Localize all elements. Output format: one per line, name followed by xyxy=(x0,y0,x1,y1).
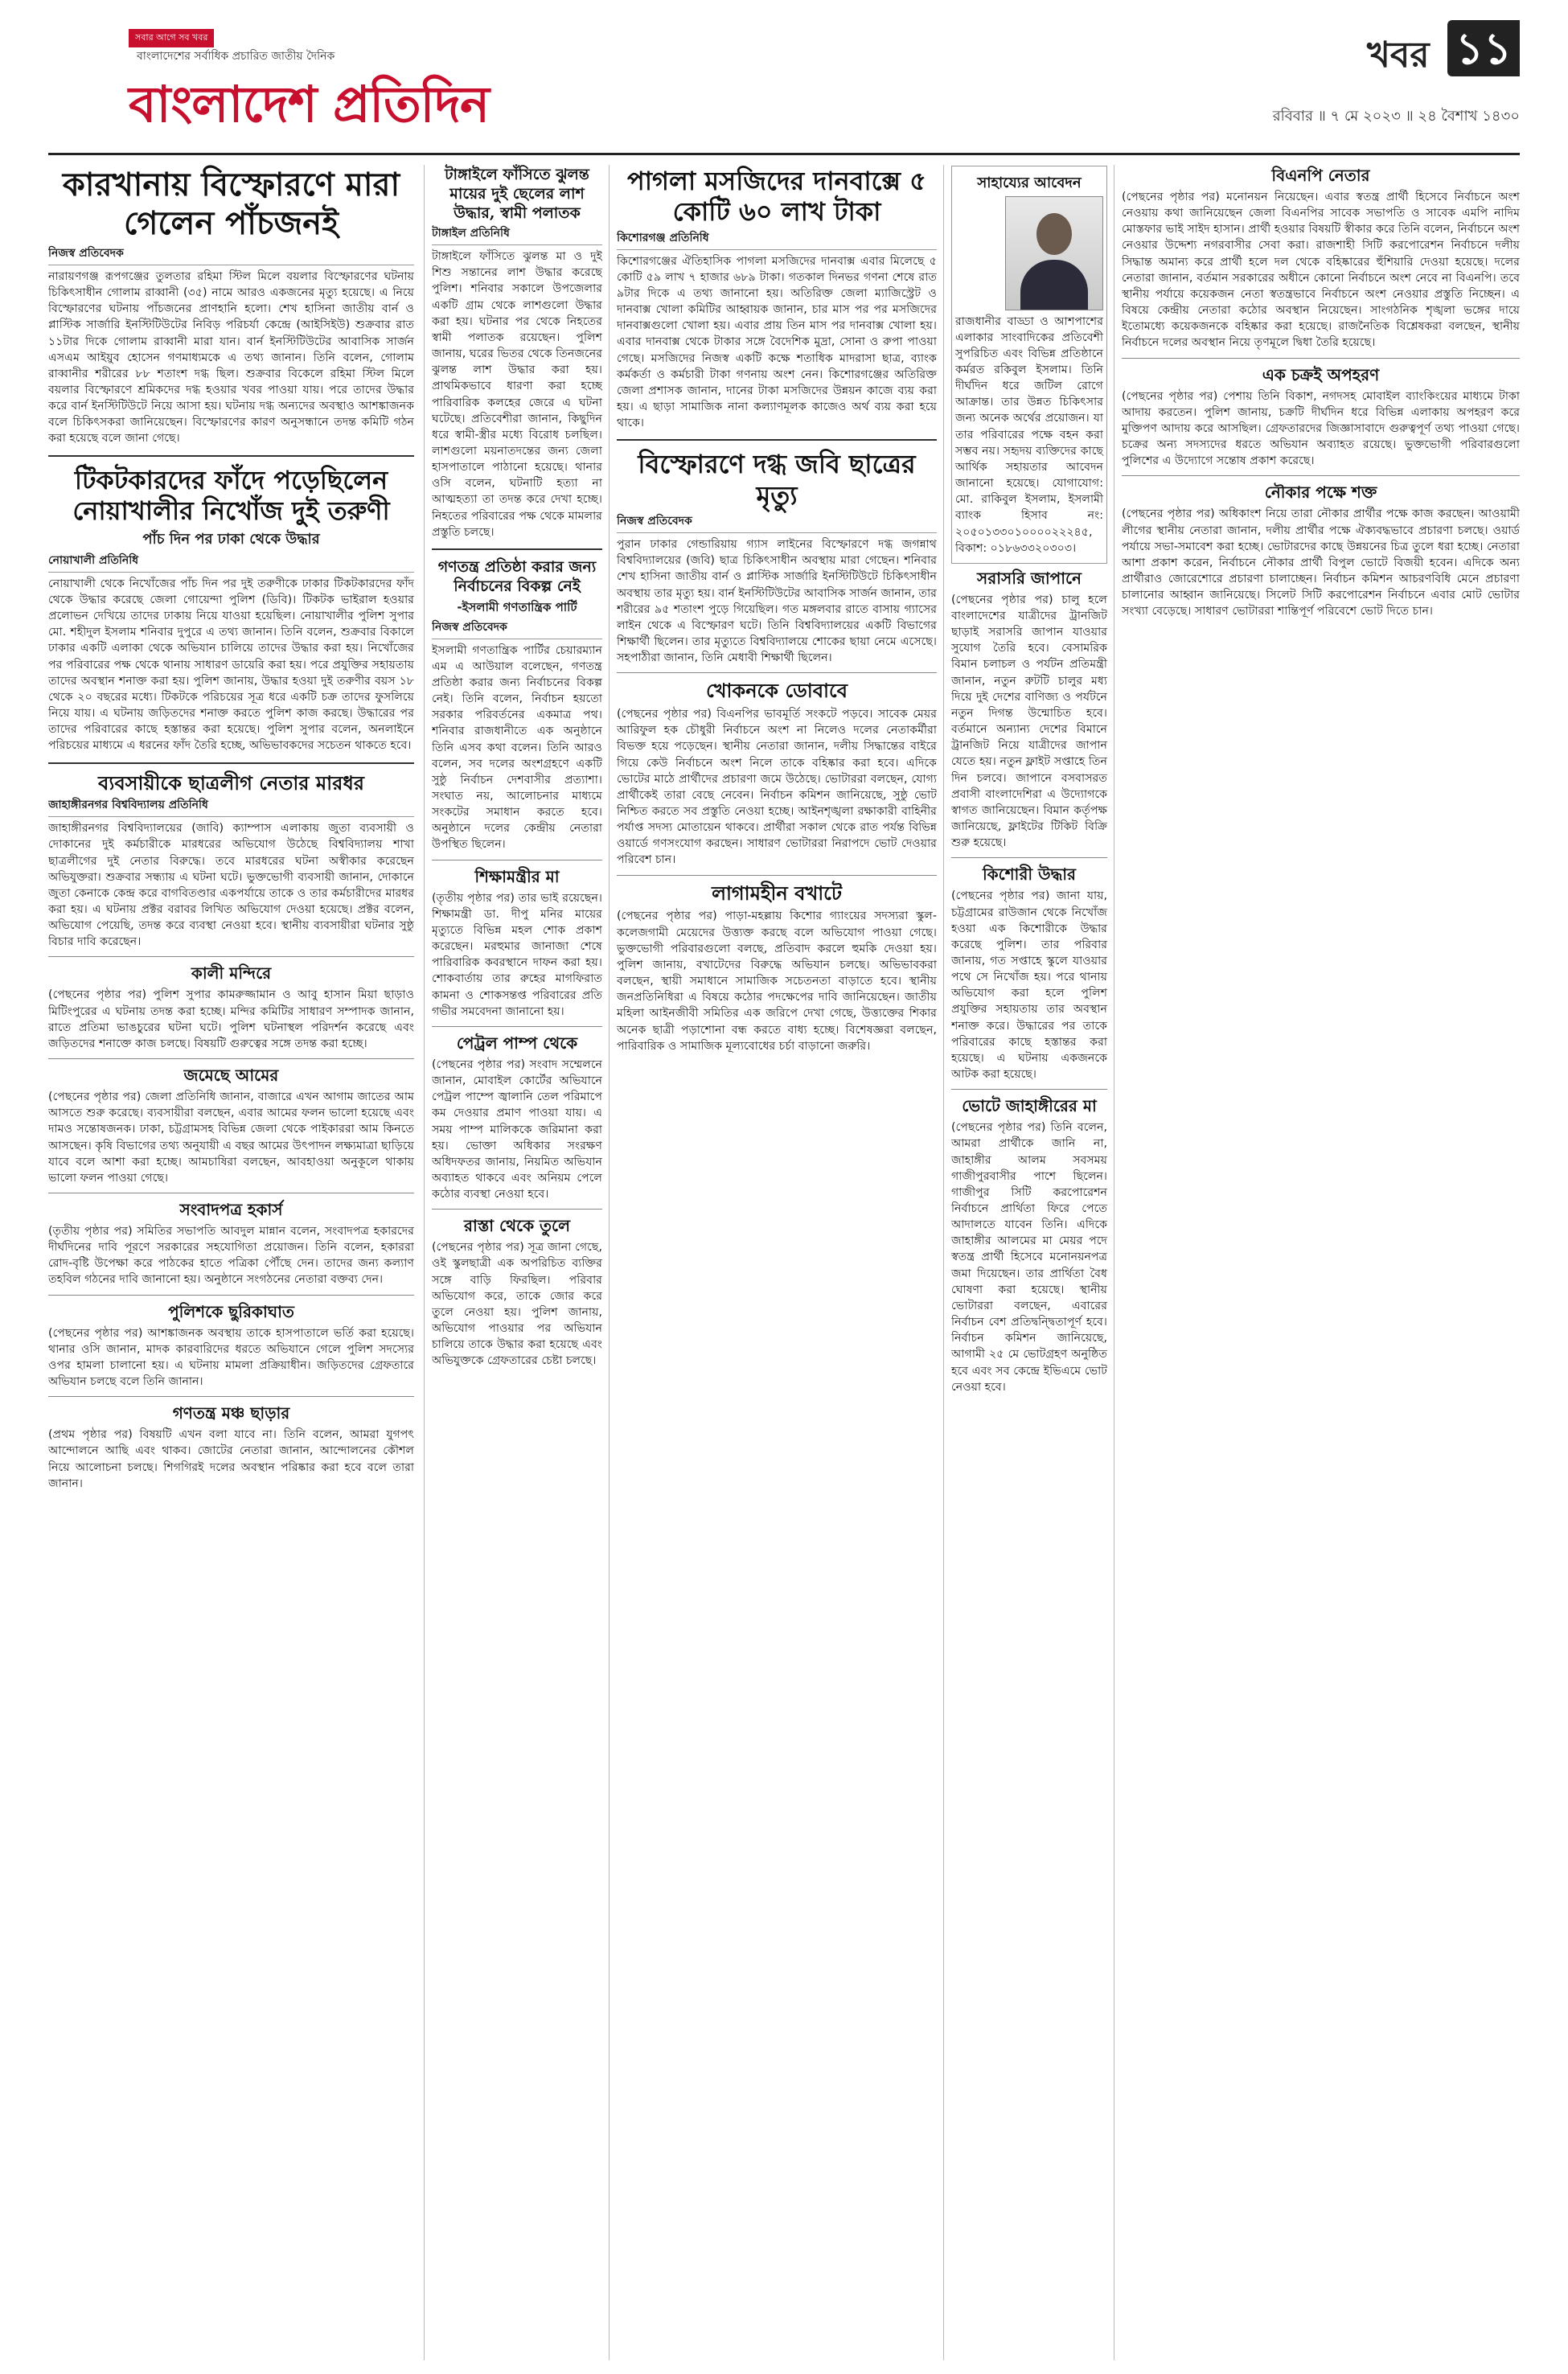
article-body: (তৃতীয় পৃষ্ঠার পর) সমিতির সভাপতি আবদুল মান্নান বলেন, সংবাদপত্র হকারদের দীর্ঘদিনের দাবি পূরণে সরকারের সহযোগিতা প্রয়োজন। তিনি বলেন, হকাররা রোদ-বৃষ্টি উপেক্ষা করে পাঠকের হাতে পত্রিকা পৌঁছে দেন। তাদের জন্য কল্যাণ তহবিল গঠনের দাবি জানানো হয়। অনুষ্ঠানে সংগঠনের নেতারা বক্তব্য দেন। xyxy=(48,1225,414,1287)
column-5 xyxy=(1122,161,1520,2364)
column-divider xyxy=(609,165,610,2360)
masthead-tagline-top: সবার আগে সব খবর xyxy=(129,29,214,47)
headline-hawkers: সংবাদপত্র হকার্স xyxy=(179,1200,283,1219)
article-separator xyxy=(951,857,1107,858)
top-rule xyxy=(48,153,1520,155)
article-body: (পেছনের পৃষ্ঠার পর) সংবাদ সম্মেলনে জানান, মোবাইল কোর্টের অভিযানে পেট্রল পাম্পে জ্বালানি তেল পরিমাপে কম দেওয়ার প্রমাণ পাওয়া যায়। এ সময় পাম্প মালিককে জরিমানা করা হয়। ভোক্তা অধিকার সংরক্ষণ অধিদফতর জানায়, নিয়মিত অভিযান অব্যাহত থাকবে এবং অনিয়ম পেলে কঠোর ব্যবস্থা নেওয়া হবে। xyxy=(432,1058,602,1201)
column-2 xyxy=(432,161,602,2364)
article-body: (পেছনের পৃষ্ঠার পর) অধিকাংশ নিয়ে তারা নৌকার প্রার্থীর পক্ষে কাজ করছেন। আওয়ামী লীগের স্থানীয় নেতারা জানান, দলীয় প্রার্থীর পক্ষে ঐক্যবদ্ধভাবে প্রচারণা চলছে। ওয়ার্ড পর্যায়ে সভা-সমাবেশ করা হচ্ছে। ভোটারদের কাছে উন্নয়নের চিত্র তুলে ধরা হচ্ছে। নেতারা আশা প্রকাশ করেন, নির্বাচনে নৌকার প্রার্থী বিপুল ভোটে বিজয়ী হবেন। এদিকে অন্য প্রার্থীরাও জোরেশোরে প্রচারণা চালাচ্ছেন। নির্বাচন কমিশন আচরণবিধি মেনে প্রচারণা চালানোর আহ্বান জানিয়েছে। সিলেট সিটি করপোরেশন নির্বাচনে এবার মোট ভোটার সংখ্যা বেড়েছে। সাধারণ ভোটাররা শান্তিপূর্ণ পরিবেশে ভোট দিতে চান। xyxy=(1122,507,1520,618)
article-separator xyxy=(617,875,937,876)
column-divider xyxy=(424,165,425,2360)
article-body: ইসলামী গণতান্ত্রিক পার্টির চেয়ারম্যান এম এ আউয়াল বলেছেন, গণতন্ত্র প্রতিষ্ঠা করার জন্য নির্বাচনের বিকল্প নেই। তিনি বলেন, নির্বাচন হয়তো সরকার পরিবর্তনের একমাত্র পথ। শনিবার রাজধানীতে এক অনুষ্ঠানে তিনি এসব কথা বলেন। তিনি আরও বলেন, সব দলের অংশগ্রহণে একটি সুষ্ঠু নির্বাচন দেশবাসীর প্রত্যাশা। সংঘাত নয়, আলোচনার মাধ্যমে সংকটের সমাধান করতে হবে। অনুষ্ঠানে দলের কেন্দ্রীয় নেতারা উপস্থিত ছিলেন। xyxy=(432,643,602,852)
article-separator xyxy=(617,672,937,673)
headline-boat-strong: নৌকার পক্ষে শক্ত xyxy=(1264,483,1377,503)
headline-kidnap-gang: এক চক্রই অপহরণ xyxy=(1262,364,1380,384)
byline: কিশোরগঞ্জ প্রতিনিধি xyxy=(617,231,937,250)
article-body: নারায়ণগঞ্জ রূপগঞ্জের তুলতার রহিমা স্টিল মিলে বয়লার বিস্ফোরণের ঘটনায় চিকিৎসাধীন গোলাম রাব্বানী (৩৫) নামে আরও একজনের মৃত্যু হয়েছে। এ নিয়ে বিস্ফোরণের ঘটনায় পাঁচজনের প্রাণহানি হলো। শেখ হাসিনা জাতীয় বার্ন ও প্লাস্টিক সার্জারি ইনস্টিটিউটের নিবিড় পরিচর্যা কেন্দ্রে (আইসিইউ) শুক্রবার রাত ১১টার দিকে গোলাম রাব্বানী মারা যান। বার্ন ইনস্টিটিউটের আবাসিক সার্জন এসএম আইয়ুব হোসেন গণমাধ্যমকে এ তথ্য জানান। তিনি বলেন, গোলাম রাব্বানীর শরীরের ৮৮ শতাংশ দগ্ধ ছিল। শুক্রবার বিকেলে রহিমা স্টিল মিলে বয়লার বিস্ফোরণে শ্রমিকদের দগ্ধ হওয়ার খবর পাওয়া যায়। পরে তাদের উদ্ধার করে বার্ন ইনস্টিটিউটে নিয়ে আসা হয়। ঘটনায় দগ্ধ অন্যদের অবস্থাও আশঙ্কাজনক বলে চিকিৎসকরা জানিয়েছেন। বিস্ফোরণের কারণ অনুসন্ধানে তদন্ত কমিটি গঠন করা হয়েছে বলে জানা গেছে। xyxy=(48,269,414,446)
article-separator xyxy=(951,1089,1107,1090)
article-separator xyxy=(617,439,937,441)
byline: টাঙ্গাইল প্রতিনিধি xyxy=(432,226,602,245)
headline-jnu-student-death: বিস্ফোরণে দগ্ধ জবি ছাত্রের মৃত্যু xyxy=(638,449,916,511)
article-body: (তৃতীয় পৃষ্ঠার পর) তার ভাই রয়েছেন। শিক্ষামন্ত্রী ডা. দীপু মনির মায়ের মৃত্যুতে বিভিন্ন মহল শোক প্রকাশ করেছেন। মরহুমার জানাজা শেষে পারিবারিক কবরস্থানে দাফন করা হয়। শোকবার্তায় তার রুহের মাগফিরাত কামনা ও শোকসন্তপ্ত পরিবারের প্রতি গভীর সমবেদনা জানানো হয়। xyxy=(432,891,602,1018)
article-body: (পেছনের পৃষ্ঠার পর) সূত্র জানা গেছে, ওই স্কুলছাত্রী এক অপরিচিত ব্যক্তির সঙ্গে বাড়ি ফিরছিল। পরিবার অভিযোগ করে, তাকে জোর করে তুলে নেওয়া হয়। পুলিশ জানায়, অভিযোগ পাওয়ার পর অভিযান চালিয়ে তাকে উদ্ধার করা হয়েছে এবং অভিযুক্তকে গ্রেফতারের চেষ্টা চলছে। xyxy=(432,1241,602,1368)
column-3 xyxy=(617,161,937,2364)
article-separator xyxy=(432,1026,602,1027)
article-separator xyxy=(48,1396,414,1397)
column-1 xyxy=(48,161,414,2364)
headline-tangail-bodies: টাঙ্গাইলে ফাঁসিতে ঝুলন্ত মায়ের দুই ছেলের লাশ উদ্ধার, স্বামী পলাতক xyxy=(445,166,589,222)
article-body: কিশোরগঞ্জের ঐতিহাসিক পাগলা মসজিদের দানবাক্স এবার মিলেছে ৫ কোটি ৫৯ লাখ ৭ হাজার ৬৮৯ টাকা। গতকাল দিনভর গণনা শেষে রাত ৯টার দিকে এ তথ্য জানানো হয়। অতিরিক্ত জেলা ম্যাজিস্ট্রেট ও দানবাক্স খোলা কমিটির আহ্বায়ক জানান, চার মাস পর পর মসজিদের দানবাক্সগুলো খোলা হয়। এবার প্রায় তিন মাস পর দানবাক্স খোলা হয়। এবার দানবাক্স থেকে টাকার সঙ্গে বৈদেশিক মুদ্রা, সোনা ও রুপা পাওয়া গেছে। মসজিদের নিজস্ব একটি কক্ষে শতাধিক মাদরাসা ছাত্র, ব্যাংক কর্মকর্তা ও কর্মচারী টাকা গণনায় অংশ নেন। কিশোরগঞ্জের অতিরিক্ত জেলা প্রশাসক জানান, দানের টাকা মসজিদের উন্নয়ন কাজে ব্যয় করা হয়। এ ছাড়া সামাজিক নানা কল্যাণমূলক কাজেও অর্থ ব্যয় করা হয়ে থাকে। xyxy=(617,254,937,430)
byline: নিজস্ব প্রতিবেদক xyxy=(432,620,602,639)
headline-election-alternative: গণতন্ত্র প্রতিষ্ঠা করার জন্য নির্বাচনের বিকল্প নেই xyxy=(437,557,597,595)
article-separator xyxy=(432,1209,602,1210)
article-body: (পেছনের পৃষ্ঠার পর) তিনি বলেন, আমরা প্রার্থীকে জানি না, জাহাঙ্গীর আলম সবসময় গাজীপুরবাসীর পাশে ছিলেন। গাজীপুর সিটি করপোরেশন নির্বাচনে প্রার্থিতা ফিরে পেতে আদালতে যাবেন তিনি। এদিকে জাহাঙ্গীর আলমের মা মেয়র পদে স্বতন্ত্র প্রার্থী হিসেবে মনোনয়নপত্র জমা দিয়েছেন। তার প্রার্থিতা বৈধ ঘোষণা করা হয়েছে। স্থানীয় ভোটাররা বলছেন, এবারের নির্বাচন বেশ প্রতিদ্বন্দ্বিতাপূর্ণ হবে। নির্বাচন কমিশন জানিয়েছে, আগামী ২৫ মে ভোটগ্রহণ অনুষ্ঠিত হবে এবং সব কেন্দ্রে ইভিএমে ভোট নেওয়া হবে। xyxy=(951,1121,1107,1394)
headline-chhatra-league: ব্যবসায়ীকে ছাত্রলীগ নেতার মারধর xyxy=(98,770,364,795)
headline-girl-rescued: কিশোরী উদ্ধার xyxy=(982,865,1077,885)
article-body: (পেছনের পৃষ্ঠার পর) বিএনপির ভাবমূর্তি সংকটে পড়বে। সাবেক মেয়র আরিফুল হক চৌধুরী নির্বাচনে অংশ না নিলেও দলের নেতাকর্মীরা বিভক্ত হয়ে পড়েছেন। স্থানীয় নেতারা জানান, দলীয় সিদ্ধান্তের বাইরে গিয়ে কেউ নির্বাচনে অংশ নিলে তাকে বহিষ্কার করা হবে। এদিকে ভোটের মাঠে প্রার্থীদের প্রচারণা জমে উঠেছে। ভোটাররা বলছেন, যোগ্য প্রার্থীকেই তারা বেছে নেবেন। নির্বাচন কমিশন জানিয়েছে, সুষ্ঠু ভোট নিশ্চিত করতে সব প্রস্তুতি নেওয়া হচ্ছে। আইনশৃঙ্খলা রক্ষাকারী বাহিনীর পর্যাপ্ত সদস্য মোতায়েন থাকবে। প্রার্থীরা সকাল থেকে রাত পর্যন্ত বিভিন্ন ওয়ার্ডে গণসংযোগ করছেন। সাধারণ ভোটাররা নিরাপদে ভোট দেওয়ার পরিবেশ চান। xyxy=(617,708,937,867)
article-body: (পেছনের পৃষ্ঠার পর) জানা যায়, চট্টগ্রামের রাউজান থেকে নিখোঁজ হওয়া এক কিশোরীকে উদ্ধার করেছে পুলিশ। তার পরিবার জানায়, গত সপ্তাহে স্কুলে যাওয়ার পথে সে নিখোঁজ হয়। পরে থানায় অভিযোগ করা হলে পুলিশ প্রযুক্তির সহায়তায় তার অবস্থান শনাক্ত করে। উদ্ধারের পর তাকে পরিবারের কাছে হস্তান্তর করা হয়েছে। এ ঘটনায় একজনকে আটক করা হয়েছে। xyxy=(951,889,1107,1082)
headline-petrol-pump: পেট্রল পাম্প থেকে xyxy=(456,1033,578,1053)
byline: নোয়াখালী প্রতিনিধি xyxy=(48,553,414,573)
article-body: (পেছনের পৃষ্ঠার পর) পেশায় তিনি বিকাশ, নগদসহ মোবাইল ব্যাংকিংয়ের মাধ্যমে টাকা আদায় করতেন। পুলিশ জানায়, চক্রটি দীর্ঘদিন ধরে বিভিন্ন এলাকায় অপহরণ করে মুক্তিপণ আদায় করে আসছিল। গ্রেফতারদের জিজ্ঞাসাবাদে গুরুত্বপূর্ণ তথ্য পাওয়া গেছে। চক্রের অন্য সদস্যদের ধরতে অভিযান অব্যাহত রয়েছে। ভুক্তভোগী পরিবারগুলো পুলিশের এ উদ্যোগে সন্তোষ প্রকাশ করেছে। xyxy=(1122,389,1520,468)
masthead xyxy=(48,23,772,151)
date-line: রবিবার ॥ ৭ মে ২০২৩ ॥ ২৪ বৈশাখ ১৪৩০ xyxy=(1272,108,1520,125)
headline-tiktok-girls: টিকটকারদের ফাঁদে পড়েছিলেন নোয়াখালীর নিখোঁজ দুই তরুণী xyxy=(72,464,390,526)
headline-jahangir-mother: ভোটে জাহাঙ্গীরের মা xyxy=(962,1096,1097,1116)
headline-picked-from-road: রাস্তা থেকে তুলে xyxy=(464,1216,570,1236)
newspaper-logo: বাংলাদেশ প্রতিদিন xyxy=(129,75,489,133)
article-separator xyxy=(48,956,414,957)
article-separator xyxy=(1122,358,1520,359)
byline: নিজস্ব প্রতিবেদক xyxy=(617,514,937,533)
article-body: পুরান ঢাকার গেন্ডারিয়ায় গ্যাস লাইনের বিস্ফোরণে দগ্ধ জগন্নাথ বিশ্ববিদ্যালয়ের (জবি) ছাত্র চিকিৎসাধীন অবস্থায় মারা গেছেন। শনিবার শেখ হাসিনা জাতীয় বার্ন ও প্লাস্টিক সার্জারি ইনস্টিটিউটে চিকিৎসাধীন অবস্থায় তার মৃত্যু হয়। বার্ন ইনস্টিটিউটের আবাসিক সার্জন জানান, তার শরীরের ৯৫ শতাংশ পুড়ে গিয়েছিল। গত মঙ্গলবার রাতে বাসায় গ্যাসের লাইন থেকে এ বিস্ফোরণ ঘটে। তিনি বিশ্ববিদ্যালয়ের একটি বিভাগের শিক্ষার্থী ছিলেন। তার মৃত্যুতে বিশ্ববিদ্যালয়ে শোকের ছায়া নেমে এসেছে। সহপাঠীরা জানান, তিনি মেধাবী শিক্ষার্থী ছিলেন। xyxy=(617,538,937,665)
article-body: (প্রথম পৃষ্ঠার পর) বিষয়টি এখন বলা যাবে না। তিনি বলেন, আমরা যুগপৎ আন্দোলনে আছি এবং থাকব। জোটের নেতারা জানান, আন্দোলনের কৌশল নিয়ে আলোচনা চলছে। শিগগিরই দলের অবস্থান পরিষ্কার করা হবে বলে তারা জানান। xyxy=(48,1428,414,1490)
article-body: (পেছনের পৃষ্ঠার পর) চালু হলে বাংলাদেশের যাত্রীদের ট্রানজিট ছাড়াই সরাসরি জাপান যাওয়ার সুযোগ তৈরি হবে। বেসামরিক বিমান চলাচল ও পর্যটন প্রতিমন্ত্রী জানান, নতুন রুটটি চালুর মধ্য দিয়ে দুই দেশের বাণিজ্য ও পর্যটনে নতুন দিগন্ত উন্মোচিত হবে। বর্তমানে অন্যান্য দেশের বিমানে ট্রানজিট নিয়ে যাত্রীদের জাপান যেতে হয়। নতুন ফ্লাইট সপ্তাহে তিন দিন চলবে। জাপানে বসবাসরত প্রবাসী বাংলাদেশিরা এ উদ্যোগকে স্বাগত জানিয়েছেন। বিমান কর্তৃপক্ষ জানিয়েছে, ফ্লাইটের টিকিট বিক্রি শুরু হয়েছে। xyxy=(951,593,1107,850)
article-body: জাহাঙ্গীরনগর বিশ্ববিদ্যালয়ের (জাবি) ক্যাম্পাস এলাকায় জুতা ব্যবসায়ী ও দোকানের দুই কর্মচারীকে মারধরের অভিযোগ উঠেছে বিশ্ববিদ্যালয় শাখা ছাত্রলীগের দুই নেতার বিরুদ্ধে। তবে মারধরের ঘটনা অস্বীকার করেছেন অভিযুক্তরা। শুক্রবার সন্ধ্যায় এ ঘটনা ঘটে। ভুক্তভোগী ব্যবসায়ী জানান, দোকানে জুতা কেনাকে কেন্দ্র করে বাগবিতণ্ডার একপর্যায়ে তাকে ও তার কর্মচারীদের মারধর করা হয়। এ ঘটনায় প্রক্টর বরাবর লিখিত অভিযোগ দেওয়া হয়েছে। প্রক্টর বলেন, অভিযোগ পেয়েছি, তদন্ত করে ব্যবস্থা নেওয়া হবে। স্থানীয় ব্যবসায়ীরা ঘটনার সুষ্ঠু বিচার দাবি করেছেন। xyxy=(48,822,414,949)
headline-bnp-leader: বিএনপি নেতার xyxy=(1271,166,1370,185)
headline-democracy-mancha: গণতন্ত্র মঞ্চ ছাড়ার xyxy=(172,1403,290,1423)
byline: জাহাঙ্গীরনগর বিশ্ববিদ্যালয় প্রতিনিধি xyxy=(48,798,414,817)
article-body: টাঙ্গাইলে ফাঁসিতে ঝুলন্ত মা ও দুই শিশু সন্তানের লাশ উদ্ধার করেছে পুলিশ। শনিবার সকালে উপজেলার একটি গ্রাম থেকে লাশগুলো উদ্ধার করা হয়। ঘটনার পর থেকে নিহতের স্বামী পলাতক রয়েছেন। পুলিশ জানায়, ঘরের ভিতর থেকে তিনজনের ঝুলন্ত লাশ উদ্ধার করা হয়। প্রাথমিকভাবে ধারণা করা হচ্ছে পারিবারিক কলহের জেরে এ ঘটনা ঘটেছে। প্রতিবেশীরা জানান, কিছুদিন ধরে স্বামী-স্ত্রীর মধ্যে বিরোধ চলছিল। লাশগুলো ময়নাতদন্তের জন্য জেলা হাসপাতালে পাঠানো হয়েছে। থানার ওসি বলেন, ঘটনাটি হত্যা না আত্মহত্যা তা তদন্ত করে দেখা হচ্ছে। নিহতের পরিবারের পক্ষ থেকে মামলার প্রস্তুতি চলছে। xyxy=(432,250,602,539)
headline-stalkers: লাগামহীন বখাটে xyxy=(712,881,842,905)
headline-direct-japan: সরাসরি জাপানে xyxy=(977,568,1082,588)
help-appeal-body: রাজধানীর বাড্ডা ও আশপাশের এলাকার সাংবাদিকের প্রতিবেশী সুপরিচিত এবং বিভিন্ন প্রতিষ্ঠানে কর্মরত রকিবুল ইসলাম। তিনি দীর্ঘদিন ধরে জটিল রোগে আক্রান্ত। তার উন্নত চিকিৎসার জন্য অনেক অর্থের প্রয়োজন। যা তার পরিবারের পক্ষে বহন করা সম্ভব নয়। সহৃদয় ব্যক্তিদের কাছে আর্থিক সহায়তার আবেদন জানানো হয়েছে। যোগাযোগ: মো. রাকিবুল ইসলাম, ইসলামী ব্যাংক হিসাব নং: ২০৫০১৩৩০১০০০০২২২৪৫, বিকাশ: ০১৮৬৩৩২০৩০৩। xyxy=(955,314,1103,555)
person-photo xyxy=(1005,196,1103,310)
masthead-tagline: বাংলাদেশের সর্বাধিক প্রচারিত জাতীয় দৈনিক xyxy=(137,50,335,63)
sub-headline: পাঁচ দিন পর ঢাকা থেকে উদ্ধার xyxy=(142,531,320,548)
article-separator xyxy=(48,1058,414,1059)
help-appeal-box xyxy=(951,166,1107,564)
article-separator xyxy=(1122,475,1520,476)
sub-headline: -ইসলামী গণতান্ত্রিক পার্টি xyxy=(457,600,577,615)
help-appeal-title: সাহায্যের আবেদন xyxy=(977,175,1082,191)
headline-kali-temple: কালী মন্দিরে xyxy=(191,963,272,984)
headline-education-minister-mother: শিক্ষামন্ত্রীর মা xyxy=(474,866,560,886)
article-separator xyxy=(432,548,602,550)
page-number: ১১ xyxy=(1447,20,1520,76)
article-body: (পেছনের পৃষ্ঠার পর) পুলিশ সুপার কামরুজ্জামান ও আবু হাসান মিয়া ছাড়াও মিটিংপুরের এ ঘটনায় তদন্ত করা হচ্ছে। মন্দির কমিটির সাধারণ সম্পাদক জানান, রাতে প্রতিমা ভাঙচুরের ঘটনা ঘটে। পুলিশ ঘটনাস্থল পরিদর্শন করেছে এবং জড়িতদের শনাক্তে কাজ চলছে। বিষয়টি গুরুত্বের সঙ্গে তদন্ত করা হচ্ছে। xyxy=(48,988,414,1050)
column-4 xyxy=(951,161,1107,2364)
headline-pagla-mosque: পাগলা মসজিদের দানবাক্সে ৫ কোটি ৬০ লাখ টাকা xyxy=(627,166,926,228)
column-divider xyxy=(943,165,944,2360)
headline-police-stabbed: পুলিশকে ছুরিকাঘাত xyxy=(168,1301,294,1321)
article-separator xyxy=(48,455,414,457)
headline-mango: জমেছে আমের xyxy=(183,1066,279,1086)
headline-factory-blast: কারখানায় বিস্ফোরণে মারা গেলেন পাঁচজনই xyxy=(62,166,400,242)
article-separator xyxy=(48,762,414,764)
byline: নিজস্ব প্রতিবেদক xyxy=(48,246,414,265)
article-separator xyxy=(48,1295,414,1296)
article-body: (পেছনের পৃষ্ঠার পর) জেলা প্রতিনিধি জানান, বাজারে এখন আগাম জাতের আম আসতে শুরু করেছে। ব্যবসায়ীরা বলছেন, এবার আমের ফলন ভালো হয়েছে এবং দামও সন্তোষজনক। ঢাকা, চট্টগ্রামসহ বিভিন্ন জেলা থেকে পাইকাররা আম কিনতে আসছেন। কৃষি বিভাগের তথ্য অনুযায়ী এ বছর আমের উৎপাদন লক্ষ্যমাত্রা ছাড়িয়ে যাবে বলে আশা করা হচ্ছে। আমচাষিরা বলছেন, আবহাওয়া অনুকূলে থাকায় ভালো ফলন পাওয়া গেছে। xyxy=(48,1090,414,1185)
section-label: খবর xyxy=(1367,35,1430,76)
article-body: নোয়াখালী থেকে নিখোঁজের পাঁচ দিন পর দুই তরুণীকে ঢাকার টিকটকারদের ফাঁদ থেকে উদ্ধার করেছে জেলা গোয়েন্দা পুলিশ (ডিবি)। টিকটক ভাইরাল হওয়ার প্রলোভন দেখিয়ে তাদের ঢাকায় নিয়ে যাওয়া হয়েছিল। নোয়াখালীর পুলিশ সুপার মো. শহীদুল ইসলাম শনিবার দুপুরে এ তথ্য জানান। তিনি বলেন, শুক্রবার বিকালে ঢাকার একটি এলাকা থেকে অভিযান চালিয়ে তাদের উদ্ধার করা হয়। নিখোঁজের পর পরিবারের পক্ষ থেকে থানায় সাধারণ ডায়েরি করা হয়। পরে প্রযুক্তির সহায়তায় তাদের অবস্থান শনাক্ত করা হয়। পুলিশ জানায়, উদ্ধার হওয়া দুই তরুণীর বয়স ১৮ থেকে ২০ বছরের মধ্যে। টিকটকে পরিচয়ের সূত্র ধরে একটি চক্র তাদের ফুসলিয়ে নিয়ে যায়। এ ঘটনায় জড়িতদের শনাক্ত করতে পুলিশ কাজ করছে। উদ্ধারের পর তাদের পরিবারের কাছে হস্তান্তর করা হয়েছে। পুলিশ সুপার বলেন, অনলাইনে পরিচয়ের মাধ্যমে এ ধরনের ফাঁদ তৈরি হচ্ছে, অভিভাবকদের সচেতন থাকতে হবে। xyxy=(48,577,414,753)
article-body: (পেছনের পৃষ্ঠার পর) আশঙ্কাজনক অবস্থায় তাকে হাসপাতালে ভর্তি করা হয়েছে। থানার ওসি জানান, মাদক কারবারিদের ধরতে অভিযানে গেলে পুলিশ সদস্যের ওপর হামলা চালানো হয়। এ ঘটনায় মামলা প্রক্রিয়াধীন। জড়িতদের গ্রেফতারে অভিযান চলছে বলে তিনি জানান। xyxy=(48,1326,414,1389)
headline-khokon: খোকনকে ডোবাবে xyxy=(705,679,848,703)
article-body: (পেছনের পৃষ্ঠার পর) পাড়া-মহল্লায় কিশোর গ্যাংয়ের সদস্যরা স্কুল-কলেজগামী মেয়েদের উত্ত্যক্ত করছে বলে অভিযোগ পাওয়া গেছে। ভুক্তভোগী পরিবারগুলো বলছে, প্রতিবাদ করলে হুমকি দেওয়া হয়। পুলিশ জানায়, বখাটেদের বিরুদ্ধে অভিযান চলছে। অভিভাবকরা বলছেন, স্থায়ী সমাধানে সামাজিক সচেতনতা বাড়াতে হবে। স্থানীয় জনপ্রতিনিধিরা এ বিষয়ে কঠোর পদক্ষেপের দাবি জানিয়েছেন। জাতীয় মহিলা আইনজীবী সমিতির এক জরিপে দেখা গেছে, উত্ত্যক্তের শিকার অনেক ছাত্রী পড়াশোনা বন্ধ করতে বাধ্য হচ্ছে। বিশেষজ্ঞরা বলছেন, পারিবারিক ও সামাজিক মূল্যবোধের চর্চা বাড়ানো জরুরি। xyxy=(617,910,937,1053)
article-body: (পেছনের পৃষ্ঠার পর) মনোনয়ন নিয়েছেন। এবার স্বতন্ত্র প্রার্থী হিসেবে নির্বাচনে অংশ নেওয়ায় কথা জানিয়েছেন জেলা বিএনপির সাবেক সভাপতি ও সাবেক এমপি নাদিম মোস্তফার ভাই সাইদ হাসান। প্রার্থী হওয়ার বিষয়টি স্বীকার করে তিনি বলেন, নির্বাচনে অংশ নেওয়ার উদ্দেশ্য নগরবাসীর সেবা করা। রাজশাহী সিটি করপোরেশন নির্বাচনে দলীয় সিদ্ধান্ত অমান্য করে প্রার্থী হলে দল থেকে বহিষ্কারের হুঁশিয়ারি দেওয়া হয়েছে। দলের নেতারা জানান, বর্তমান সরকারের অধীনে কোনো নির্বাচনে অংশ নেবে না বিএনপি। তবে স্থানীয় পর্যায়ে কয়েকজন নেতা স্বতন্ত্রভাবে নির্বাচনে অংশ নেওয়ার প্রস্তুতি নিচ্ছেন। এ বিষয়ে কেন্দ্রীয় নেতারা কঠোর অবস্থান নিয়েছেন। সাংগঠনিক শৃঙ্খলা ভঙ্গের দায়ে ইতোমধ্যে কয়েকজনকে বহিষ্কার করা হয়েছে। রাজনৈতিক বিশ্লেষকরা বলছেন, স্থানীয় নির্বাচনে দলের অবস্থান নিয়ে তৃণমূলে দ্বিধা তৈরি হয়েছে। xyxy=(1122,191,1520,350)
